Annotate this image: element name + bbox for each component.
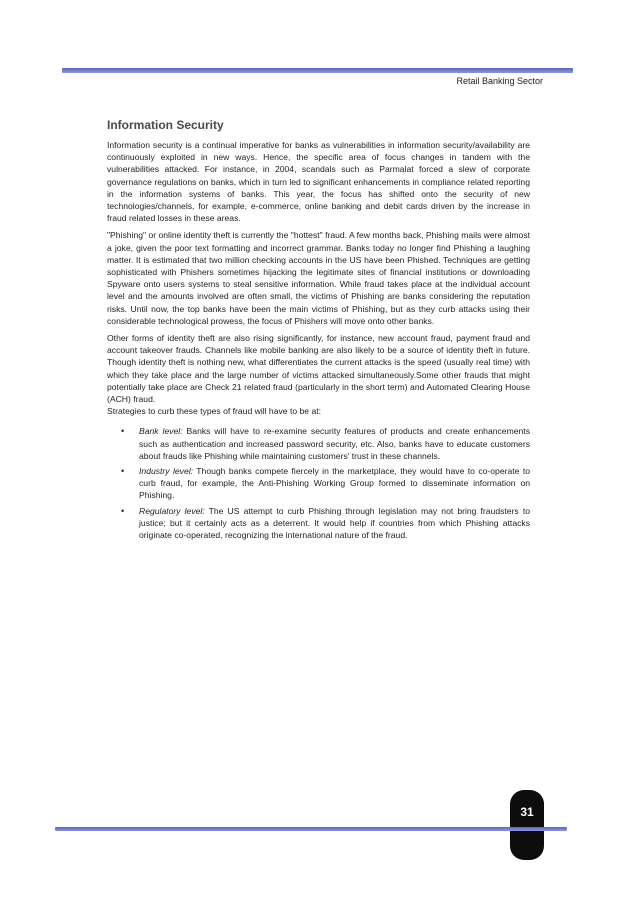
bullet-label: Bank level: <box>139 426 183 437</box>
bullet-text: Banks will have to re-examine security features of products and create enhancements such as authentication and increased password security, etc. Also, banks have to educate customers about frauds like Phishing while maintaining customers' trust in these channels. <box>139 426 530 461</box>
list-item <box>107 425 530 462</box>
footer-rule <box>55 827 567 831</box>
page-body <box>107 118 530 544</box>
header-rule <box>62 68 573 73</box>
paragraph-phishing: "Phishing" or online identity theft is currently the "hottest" fraud. A few months back, Phishing mails were almost a joke, given the poor text formatting and incorrect grammar. Banks today no longer find Phishing a laughing matter. It is estimated that two million checking accounts in the US have been Phished. Techniques are getting sophisticated with Phishers sometimes hijacking the legitimate sites of financial institutions or downloading Spyware onto users systems to steal sensitive information. While fraud takes place at the individual account level and the amounts involved are often small, the victims of Phishing are banks considering the reputation risks. Until now, the top banks have been the main victims of Phishing, but as they curb attacks using their considerable technological prowess, the focus of Phishers will move onto other banks. <box>107 230 530 326</box>
paragraph-intro: Information security is a continual imperative for banks as vulnerabilities in information security/availability are continuously exploited in new ways. Hence, the specific area of focus changes in tandem with the vulnerabilities attacked. For instance, in 2004, scandals such as Parmalat forced a slew of corporate governance regulations on banks, which in turn led to significant enhancements in compliance related reporting in the information systems of banks. This year, the focus has shifted onto the security of new technologies/channels, for example, e-commerce, online banking and debit cards driven by the increase in fraud related losses in these areas. <box>107 140 530 224</box>
strategies-intro: Strategies to curb these types of fraud will have to be at: <box>107 406 322 417</box>
bullet-label: Industry level: <box>139 466 194 477</box>
page-number: 31 <box>520 805 534 819</box>
bullet-icon: • <box>121 466 125 477</box>
bullet-text: Though banks compete fiercely in the marketplace, they would have to co-operate to curb fraud, for example, the Anti-Phishing Working Group formed to disseminate information on Phishing. <box>139 466 530 501</box>
page-number-tab <box>510 790 544 860</box>
list-item <box>107 465 530 502</box>
bullet-icon: • <box>121 426 125 437</box>
list-item <box>107 505 530 542</box>
section-title: Information Security <box>107 118 224 132</box>
bullet-icon: • <box>121 505 125 516</box>
bullet-label: Regulatory level: <box>139 505 205 516</box>
bullet-text: The US attempt to curb Phishing through legislation may not bring fraudsters to justice; but it certainly acts as a deterrent. It would help if countries from which Phishing attacks originate co-operated, recognizing the international nature of the fraud. <box>139 505 530 541</box>
strategy-list <box>107 425 530 541</box>
paragraph-identity-theft: Other forms of identity theft are also rising significantly, for instance, new account fraud, payment fraud and account takeover frauds. Channels like mobile banking are also likely to be a source of identity theft in future. Though identity theft is nothing new, what differentiates the current attacks is the speed (usually real time) with which they take place and the large number of victims attacked simultaneously.Some other frauds that might potentially take place are Check 21 related fraud (particularly in the short term) and Automated Clearing House (ACH) fraud. <box>107 333 530 405</box>
running-header: Retail Banking Sector <box>456 76 543 86</box>
